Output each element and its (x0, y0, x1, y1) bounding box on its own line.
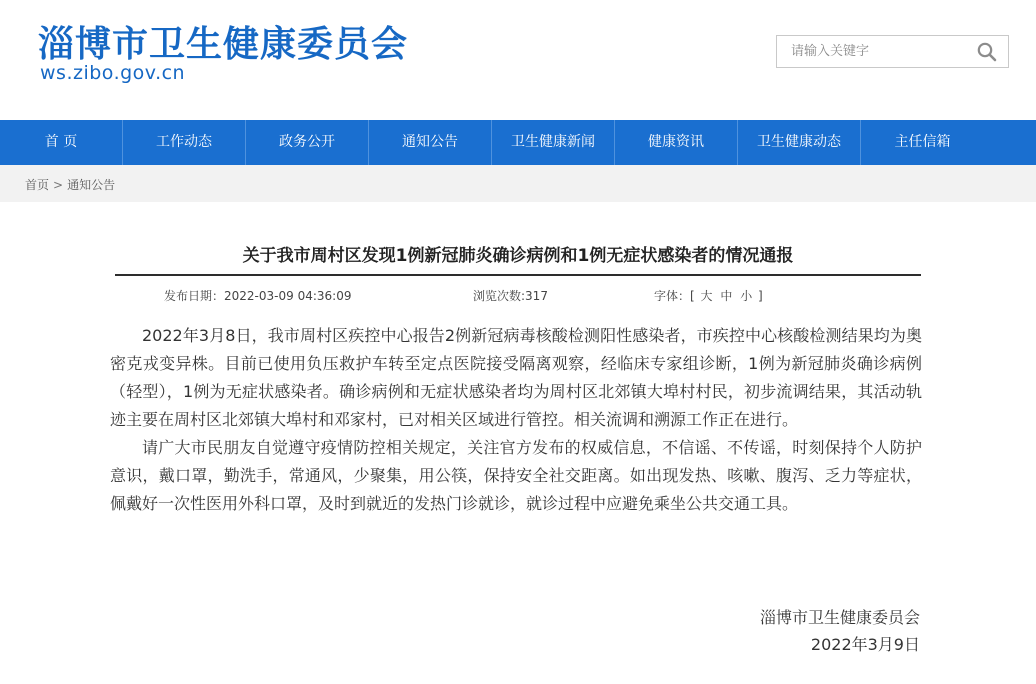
nav-item-health-info[interactable]: 健康资讯 (615, 120, 738, 165)
publish-date-label: 发布日期： (164, 289, 225, 303)
view-count (473, 287, 548, 304)
nav-item-government-affairs[interactable]: 政务公开 (246, 120, 369, 165)
article-paragraph: 请广大市民朋友自觉遵守疫情防控相关规定，关注官方发布的权威信息，不信谣、不传谣，时刻保持个人防护意识，戴口罩，勤洗手，常通风，少聚集，用公筷，保持安全社交距离。如出现发热、咳嗽、腹泻、乏力等症状，佩戴好一次性医用外科口罩，及时到就近的发热门诊就诊，就诊过程中应避免乘坐公共交通工具。 (110, 438, 922, 513)
publish-date (164, 287, 351, 304)
breadcrumb-current-link[interactable]: 通知公告 (67, 178, 116, 192)
search-input[interactable] (777, 36, 972, 67)
nav-item-home[interactable]: 首 页 (0, 120, 123, 165)
font-size-large-button[interactable]: 大 (700, 289, 713, 303)
title-divider (115, 274, 921, 276)
breadcrumb-home-link[interactable]: 首页 (25, 178, 50, 192)
nav-item-director-mailbox[interactable]: 主任信箱 (894, 134, 951, 150)
main-nav (0, 120, 1036, 165)
nav-item-health-news[interactable]: 卫生健康新闻 (492, 120, 615, 165)
search-icon[interactable] (976, 42, 998, 62)
breadcrumb-bar (0, 165, 1036, 202)
article-paragraph: 2022年3月8日，我市周村区疾控中心报告2例新冠病毒核酸检测阳性感染者，市疾控中心核酸检测结果均为奥密克戎变异株。目前已使用负压救护车转至定点医院接受隔离观察，经临床专家组诊断，1例为新冠肺炎确诊病例（轻型），1例为无症状感染者。确诊病例和无症状感染者均为周村区北郊镇大埠村村民，初步流调结果，其活动轨迹主要在周村区北郊镇大埠村和邓家村，已对相关区域进行管控。相关流调和溯源工作正在进行。 (110, 326, 922, 429)
font-size-medium-button[interactable]: 中 (720, 289, 733, 303)
font-size-label: 字体：[ (654, 289, 695, 303)
nav-item-health-updates[interactable]: 卫生健康动态 (738, 120, 861, 165)
article-body (110, 322, 922, 518)
view-count-value: 317 (525, 289, 548, 303)
breadcrumb (25, 176, 115, 193)
font-size-bracket: ] (758, 289, 763, 303)
view-count-label: 浏览次数: (473, 289, 526, 303)
breadcrumb-separator: > (53, 178, 64, 192)
search-box (776, 35, 1009, 68)
publish-date-value: 2022-03-09 04:36:09 (224, 289, 352, 303)
nav-item-notices[interactable]: 通知公告 (369, 120, 492, 165)
signature-date: 2022年3月9日 (810, 635, 920, 654)
font-size-switcher (654, 287, 763, 304)
font-size-small-button[interactable]: 小 (740, 289, 753, 303)
article-title: 关于我市周村区发现1例新冠肺炎确诊病例和1例无症状感染者的情况通报 (242, 246, 794, 266)
site-header (0, 0, 1036, 120)
site-url: ws.zibo.gov.cn (40, 62, 186, 84)
site-title[interactable]: 淄博市卫生健康委员会 (38, 24, 409, 65)
signature-org: 淄博市卫生健康委员会 (759, 608, 920, 627)
nav-item-work-news[interactable]: 工作动态 (123, 120, 246, 165)
